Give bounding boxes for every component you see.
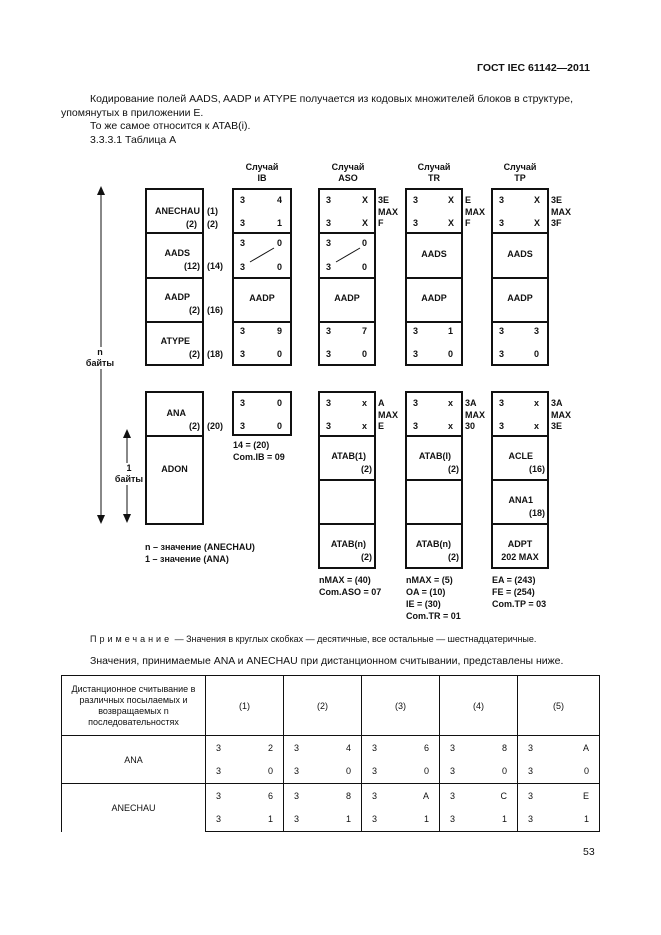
tr-r5-a: 3 bbox=[413, 326, 419, 336]
case-ib-heading: Случай IB bbox=[245, 162, 279, 183]
tp-acle: ACLE bbox=[508, 451, 533, 461]
tr-side-top-1: E bbox=[465, 195, 472, 205]
tr-aadp: AADP bbox=[421, 293, 447, 303]
aso-atabn-n: (2) bbox=[361, 552, 372, 562]
divider bbox=[318, 277, 376, 279]
aso-r1-b: X bbox=[362, 195, 369, 205]
tr-atab1: ATAB(I) bbox=[418, 451, 451, 461]
table-cell: 3 bbox=[284, 736, 323, 760]
tp-acle-n: (16) bbox=[528, 464, 545, 474]
aads-label: AADS bbox=[164, 248, 190, 258]
table-cell: A bbox=[401, 784, 440, 808]
values-intro: Значения, принимаемые ANA и ANECHAU при дистанционном считывании, представлены ниже. bbox=[90, 655, 564, 667]
section-title: 3.3.3.1 Таблица А bbox=[90, 134, 177, 146]
aso-atabn: ATAB(n) bbox=[330, 539, 366, 549]
table-cell: 3 bbox=[284, 760, 323, 784]
divider bbox=[491, 232, 549, 234]
tp-foot-1: EA = (243) bbox=[492, 575, 536, 585]
table-cell: 3 bbox=[440, 736, 479, 760]
ib-r3-b: 0 bbox=[277, 238, 283, 248]
ib-r5-a: 3 bbox=[240, 326, 246, 336]
tr-r7-a: 3 bbox=[413, 398, 419, 408]
tp-foot-3: Com.TP = 03 bbox=[492, 599, 547, 609]
table-row bbox=[62, 736, 600, 760]
tr-r6-a: 3 bbox=[413, 349, 419, 359]
ib-foot-2: Com.IB = 09 bbox=[233, 452, 285, 462]
tp-r8-b: x bbox=[534, 421, 540, 431]
side-index-20: (20) bbox=[207, 421, 224, 431]
tp-aads: AADS bbox=[507, 249, 533, 259]
col-1: (1) bbox=[206, 676, 284, 736]
aso-aadp: AADP bbox=[334, 293, 360, 303]
tr-r6-b: 0 bbox=[448, 349, 454, 359]
ib-range-line bbox=[248, 244, 276, 264]
table-cell: 0 bbox=[479, 760, 518, 784]
tr-foot-1: nMAX = (5) bbox=[406, 575, 453, 585]
aso-range-line bbox=[334, 244, 362, 264]
table-cell: 3 bbox=[284, 808, 323, 832]
table-cell: 1 bbox=[245, 808, 284, 832]
table-cell: 6 bbox=[401, 736, 440, 760]
ib-r1-a: 3 bbox=[240, 195, 246, 205]
note-text: — Значения в круглых скобках — десятичные, все остальные — шестнадцатеричные. bbox=[172, 634, 537, 644]
legend-n: n – значение (ANECHAU) bbox=[145, 542, 255, 552]
divider bbox=[405, 435, 463, 437]
table-cell: 3 bbox=[362, 808, 401, 832]
aso-side-top-3: F bbox=[378, 218, 384, 228]
tr-r8-b: x bbox=[448, 421, 454, 431]
tr-foot-4: Com.TR = 01 bbox=[406, 611, 461, 621]
table-cell: 3 bbox=[206, 736, 245, 760]
table-cell: 0 bbox=[401, 760, 440, 784]
ib-foot-1: 14 = (20) bbox=[233, 440, 270, 450]
tp-r7-b: x bbox=[534, 398, 540, 408]
side-index-2b: (2) bbox=[186, 219, 197, 229]
note bbox=[90, 634, 536, 644]
table-cell: 3 bbox=[206, 784, 245, 808]
n-bytes-label: n байты bbox=[82, 347, 118, 369]
ib-r5-b: 9 bbox=[277, 326, 283, 336]
divider bbox=[491, 277, 549, 279]
aso-side-top-2: MAX bbox=[378, 207, 398, 217]
tp-r1-b: X bbox=[534, 195, 541, 205]
atype-count: (2) bbox=[189, 349, 200, 359]
ana-label: ANA bbox=[166, 408, 186, 418]
tr-r2-a: 3 bbox=[413, 218, 419, 228]
table-row bbox=[62, 784, 600, 808]
table-cell: 6 bbox=[245, 784, 284, 808]
divider bbox=[491, 479, 549, 481]
aso-r6-b: 0 bbox=[362, 349, 368, 359]
table-cell: 4 bbox=[323, 736, 362, 760]
tp-r7-a: 3 bbox=[499, 398, 505, 408]
tp-r5-b: 3 bbox=[534, 326, 540, 336]
aso-r4-a: 3 bbox=[326, 262, 332, 272]
row-label-ana: ANA bbox=[62, 736, 206, 784]
col-3: (3) bbox=[362, 676, 440, 736]
table-cell: 1 bbox=[479, 808, 518, 832]
table-cell: 8 bbox=[479, 736, 518, 760]
ana-count: (2) bbox=[189, 421, 200, 431]
tr-side-top-2: MAX bbox=[465, 207, 485, 217]
anechau-label: ANECHAU bbox=[155, 206, 200, 216]
tp-side-bot-3: 3E bbox=[551, 421, 563, 431]
tp-r2-b: X bbox=[534, 218, 541, 228]
divider bbox=[318, 435, 376, 437]
aso-r1-a: 3 bbox=[326, 195, 332, 205]
table-cell: E bbox=[557, 784, 600, 808]
col-4: (4) bbox=[440, 676, 518, 736]
ib-r4-b: 0 bbox=[277, 262, 283, 272]
aso-r7-b: x bbox=[362, 398, 368, 408]
aadp-count: (2) bbox=[189, 305, 200, 315]
tp-side-bot-1: 3A bbox=[551, 398, 563, 408]
tr-atabn-n: (2) bbox=[448, 552, 459, 562]
aso-side-bot-1: A bbox=[378, 398, 385, 408]
divider bbox=[232, 232, 292, 234]
ib-r2-a: 3 bbox=[240, 218, 246, 228]
divider bbox=[491, 523, 549, 525]
values-table-header: Дистанционное считывание в различных посылаемых и возвращаемых n последовательностях bbox=[62, 676, 206, 736]
table-cell: 0 bbox=[557, 760, 600, 784]
tr-foot-3: IE = (30) bbox=[406, 599, 441, 609]
aso-r3-b: 0 bbox=[362, 238, 368, 248]
ib-r6-a: 3 bbox=[240, 349, 246, 359]
legend-1: 1 – значение (ANA) bbox=[145, 554, 229, 564]
aso-r8-b: x bbox=[362, 421, 368, 431]
tp-r8-a: 3 bbox=[499, 421, 505, 431]
adon-label: ADON bbox=[161, 464, 188, 474]
tp-side-top-1: 3E bbox=[551, 195, 563, 205]
ib-aadp: AADP bbox=[249, 293, 275, 303]
ib-r7-a: 3 bbox=[240, 398, 246, 408]
aso-r6-a: 3 bbox=[326, 349, 332, 359]
aso-r5-a: 3 bbox=[326, 326, 332, 336]
side-index-2: (2) bbox=[207, 219, 218, 229]
table-cell: 3 bbox=[518, 808, 557, 832]
side-index-16: (16) bbox=[207, 305, 224, 315]
standard-header: ГОСТ IEC 61142—2011 bbox=[477, 62, 590, 74]
aso-r4-b: 0 bbox=[362, 262, 368, 272]
divider bbox=[232, 321, 292, 323]
tr-aads: AADS bbox=[421, 249, 447, 259]
one-byte-label: 1 байты bbox=[112, 463, 146, 485]
atype-label: ATYPE bbox=[160, 336, 190, 346]
ib-r2-b: 1 bbox=[277, 218, 283, 228]
side-index-18: (18) bbox=[207, 349, 224, 359]
tr-side-bot-2: MAX bbox=[465, 410, 485, 420]
divider bbox=[145, 321, 204, 323]
table-cell: 1 bbox=[323, 808, 362, 832]
divider bbox=[405, 277, 463, 279]
table-cell: 3 bbox=[518, 784, 557, 808]
divider bbox=[491, 321, 549, 323]
divider bbox=[318, 523, 376, 525]
ib-r3-a: 3 bbox=[240, 238, 246, 248]
ib-r8-b: 0 bbox=[277, 421, 283, 431]
divider bbox=[145, 277, 204, 279]
divider bbox=[318, 479, 376, 481]
aso-atab1-n: (2) bbox=[361, 464, 372, 474]
values-table bbox=[61, 675, 600, 832]
note-key: Примечание bbox=[90, 634, 173, 644]
table-cell: 3 bbox=[518, 736, 557, 760]
tr-r1-a: 3 bbox=[413, 195, 419, 205]
ib-r6-b: 0 bbox=[277, 349, 283, 359]
tp-r5-a: 3 bbox=[499, 326, 505, 336]
divider bbox=[491, 435, 549, 437]
tr-r1-b: X bbox=[448, 195, 455, 205]
tp-adpt-max: 202 MAX bbox=[501, 552, 539, 562]
table-cell: 3 bbox=[284, 784, 323, 808]
aso-r2-b: X bbox=[362, 218, 369, 228]
aso-r2-a: 3 bbox=[326, 218, 332, 228]
ib-r1-b: 4 bbox=[277, 195, 283, 205]
divider bbox=[405, 523, 463, 525]
aso-foot-1: nMAX = (40) bbox=[319, 575, 371, 585]
tp-r2-a: 3 bbox=[499, 218, 505, 228]
row-label-anechau: ANECHAU bbox=[62, 784, 206, 832]
intro-line-2: упомянутых в приложении E. bbox=[61, 107, 204, 119]
case-tr-heading: Случай TR bbox=[417, 162, 451, 183]
aso-r5-b: 7 bbox=[362, 326, 368, 336]
table-cell: 3 bbox=[440, 808, 479, 832]
tr-r8-a: 3 bbox=[413, 421, 419, 431]
table-cell: 2 bbox=[245, 736, 284, 760]
case-tp-heading: Случай TP bbox=[503, 162, 537, 183]
intro-line-1: Кодирование полей AADS, AADP и ATYPE получается из кодовых множителей блоков в структуре, bbox=[90, 93, 573, 105]
tp-r6-a: 3 bbox=[499, 349, 505, 359]
table-cell: A bbox=[557, 736, 600, 760]
tr-r7-b: x bbox=[448, 398, 454, 408]
divider bbox=[405, 321, 463, 323]
tp-side-bot-2: MAX bbox=[551, 410, 571, 420]
table-cell: 3 bbox=[206, 808, 245, 832]
divider bbox=[145, 232, 204, 234]
divider bbox=[145, 435, 204, 437]
table-cell: 3 bbox=[362, 736, 401, 760]
side-index-1: (1) bbox=[207, 206, 218, 216]
tp-r1-a: 3 bbox=[499, 195, 505, 205]
divider bbox=[318, 232, 376, 234]
tp-ana1: ANA1 bbox=[508, 495, 533, 505]
tr-atabn: ATAB(n) bbox=[415, 539, 451, 549]
tr-side-bot-3: 30 bbox=[465, 421, 476, 431]
table-cell: 3 bbox=[362, 760, 401, 784]
aso-r8-a: 3 bbox=[326, 421, 332, 431]
aso-atab1: ATAB(1) bbox=[331, 451, 366, 461]
aso-side-top-1: 3E bbox=[378, 195, 390, 205]
col-2: (2) bbox=[284, 676, 362, 736]
page-number: 53 bbox=[583, 846, 595, 858]
divider bbox=[405, 479, 463, 481]
tp-side-top-2: MAX bbox=[551, 207, 571, 217]
table-cell: 0 bbox=[245, 760, 284, 784]
table-cell: 1 bbox=[557, 808, 600, 832]
table-cell: 0 bbox=[323, 760, 362, 784]
intro-line-3: То же самое относится к ATAB(i). bbox=[90, 120, 251, 132]
side-index-14: (14) bbox=[207, 261, 224, 271]
tr-r2-b: X bbox=[448, 218, 455, 228]
tr-r5-b: 1 bbox=[448, 326, 454, 336]
divider bbox=[405, 232, 463, 234]
aso-side-bot-3: E bbox=[378, 421, 385, 431]
aso-foot-2: Com.ASO = 07 bbox=[319, 587, 382, 597]
table-cell: 3 bbox=[440, 760, 479, 784]
tp-ana1-n: (18) bbox=[528, 508, 545, 518]
ib-r8-a: 3 bbox=[240, 421, 246, 431]
col-5: (5) bbox=[518, 676, 600, 736]
aso-r3-a: 3 bbox=[326, 238, 332, 248]
tr-side-top-3: F bbox=[465, 218, 471, 228]
tp-foot-2: FE = (254) bbox=[492, 587, 535, 597]
tp-r6-b: 0 bbox=[534, 349, 540, 359]
table-cell: 8 bbox=[323, 784, 362, 808]
table-cell: 3 bbox=[440, 784, 479, 808]
table-cell: 1 bbox=[401, 808, 440, 832]
aads-count: (12) bbox=[183, 261, 200, 271]
table-cell: 3 bbox=[362, 784, 401, 808]
table-cell: C bbox=[479, 784, 518, 808]
divider bbox=[232, 277, 292, 279]
table-cell: 3 bbox=[518, 760, 557, 784]
ib-r4-a: 3 bbox=[240, 262, 246, 272]
divider bbox=[318, 321, 376, 323]
tr-atab1-n: (2) bbox=[448, 464, 459, 474]
tr-foot-2: OA = (10) bbox=[406, 587, 446, 597]
tp-aadp: AADP bbox=[507, 293, 533, 303]
ib-r7-b: 0 bbox=[277, 398, 283, 408]
case-aso-heading: Случай ASO bbox=[331, 162, 365, 183]
aadp-label: AADP bbox=[164, 292, 190, 302]
tp-adpt: ADPT bbox=[507, 539, 533, 549]
tr-side-bot-1: 3A bbox=[465, 398, 477, 408]
values-table-header-row bbox=[62, 676, 600, 736]
aso-side-bot-2: MAX bbox=[378, 410, 398, 420]
tp-side-top-3: 3F bbox=[551, 218, 562, 228]
table-cell: 3 bbox=[206, 760, 245, 784]
aso-r7-a: 3 bbox=[326, 398, 332, 408]
